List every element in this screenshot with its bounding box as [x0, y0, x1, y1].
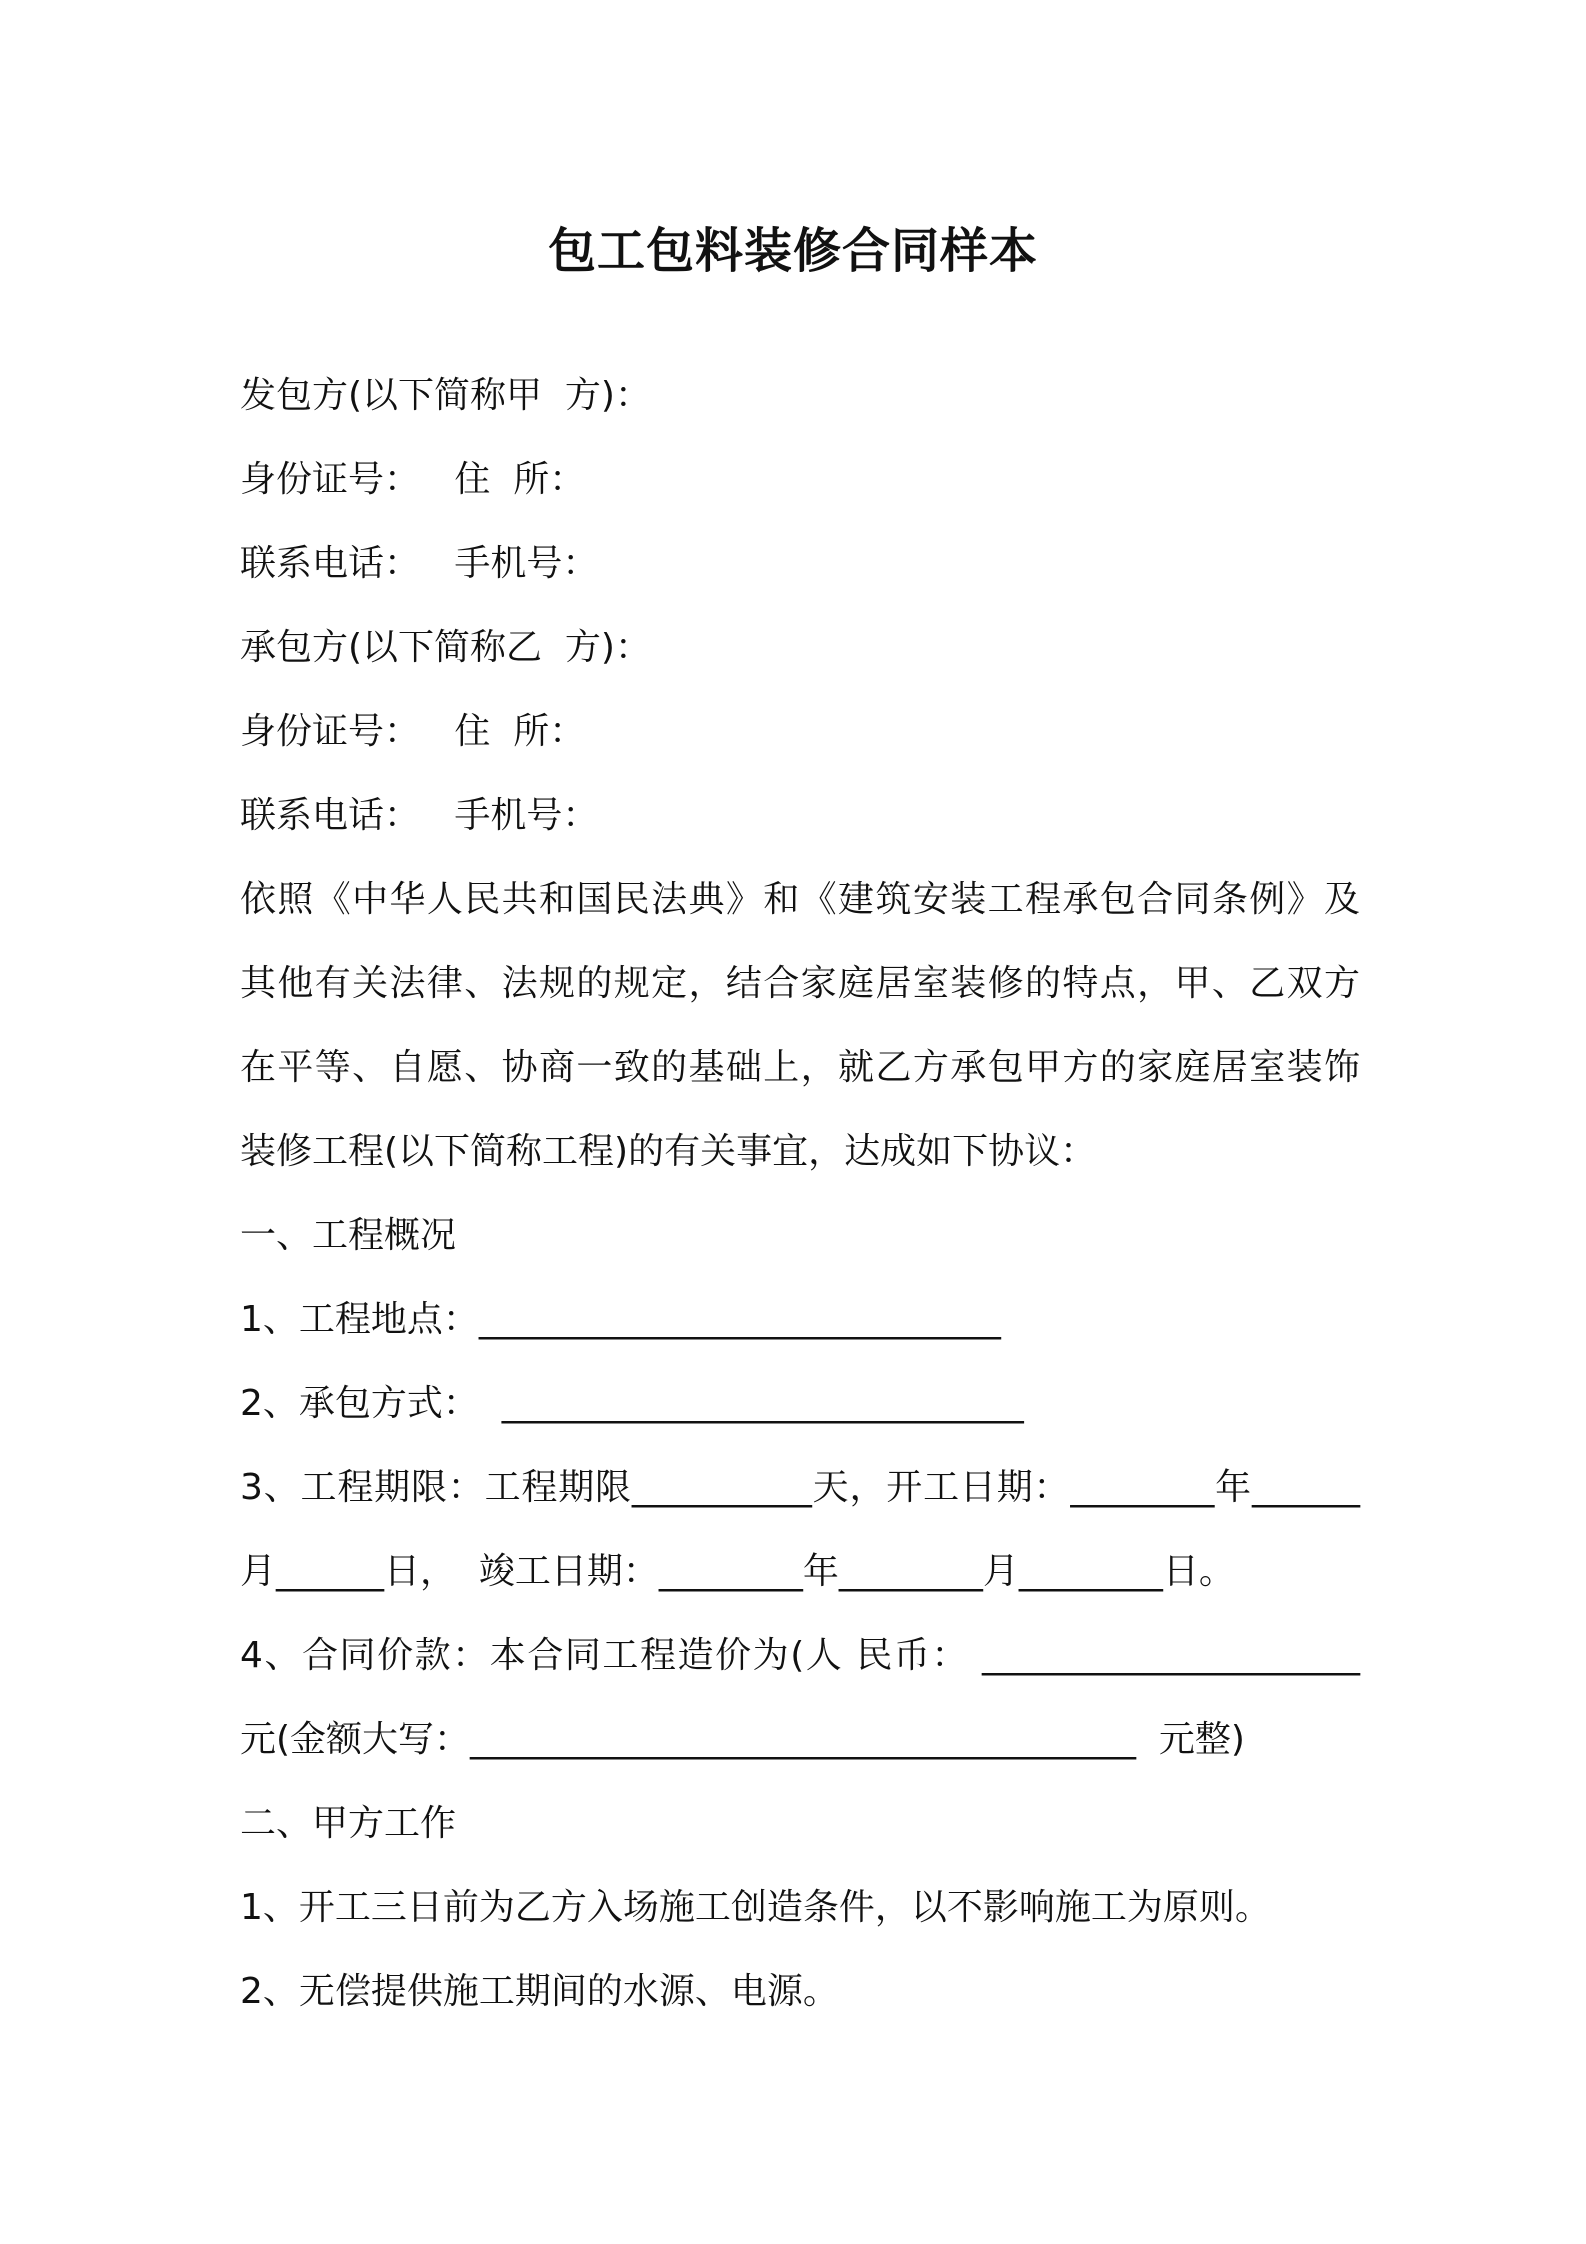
party-a-heading: 发包方(以下简称甲 方)： [240, 375, 651, 416]
project-period-line-2: 月______日， 竣工日期：________年________月________日。 [240, 1551, 1235, 1592]
party-a-id-address: 身份证号： 住 所： [240, 459, 586, 500]
preamble-line-3: 在平等、自愿、协商一致的基础上，就乙方承包甲方的家庭居室装饰 [240, 1047, 1360, 1088]
party-b-phone: 联系电话： 手机号： [240, 795, 599, 836]
section-heading-project-overview: 一、工程概况 [240, 1215, 457, 1256]
contract-price-line-1: 4、合同价款：本合同工程造价为(人 民币： _____________________ [240, 1635, 1360, 1676]
party-b-heading: 承包方(以下简称乙 方)： [240, 627, 651, 668]
contract-method-line: 2、承包方式： _____________________________ [240, 1383, 1024, 1424]
party-b-id-address: 身份证号： 住 所： [240, 711, 586, 752]
preamble-line-2: 其他有关法律、法规的规定，结合家庭居室装修的特点，甲、乙双方 [240, 963, 1360, 1004]
preamble-line-4: 装修工程(以下简称工程)的有关事宜，达成如下协议： [240, 1131, 1097, 1172]
section-heading-party-a-duties: 二、甲方工作 [240, 1803, 457, 1844]
project-period-line-1: 3、工程期限：工程期限__________天，开工日期：________年______ [240, 1467, 1360, 1508]
party-a-duty-1: 1、开工三日前为乙方入场施工创造条件，以不影响施工为原则。 [240, 1887, 1271, 1928]
party-a-phone: 联系电话： 手机号： [240, 543, 599, 584]
preamble-line-1: 依照《中华人民共和国民法典》和《建筑安装工程承包合同条例》及 [240, 879, 1360, 920]
contract-price-line-2: 元(金额大写：_____________________________________ 元整) [240, 1719, 1245, 1760]
document-title: 包工包料装修合同样本 [547, 223, 1038, 279]
project-location-line: 1、工程地点：_____________________________ [240, 1299, 1001, 1340]
party-a-duty-2: 2、无偿提供施工期间的水源、电源。 [240, 1971, 839, 2012]
